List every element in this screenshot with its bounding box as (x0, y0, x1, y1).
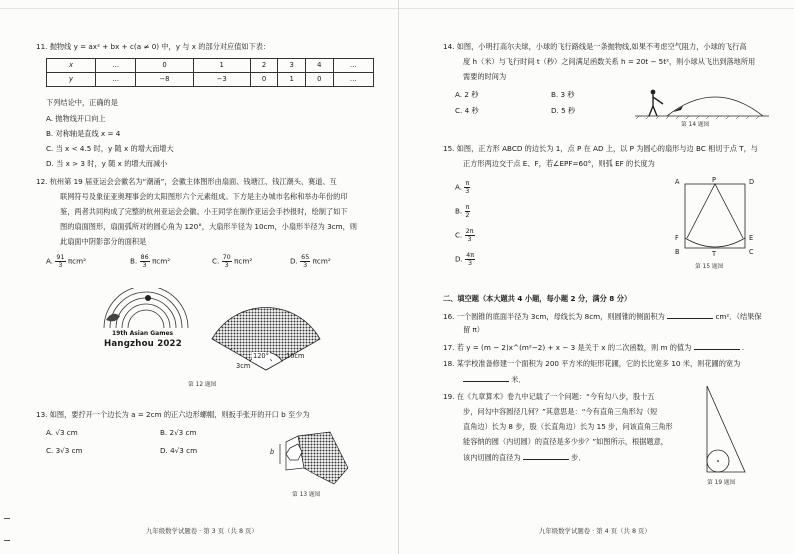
q19-line-5 (463, 452, 586, 463)
q19-line-2: 步，问勾中容圆径几何？”其意思是：“今有直角三角形勾（短 (463, 407, 658, 416)
q18-tail: 米． (511, 375, 526, 384)
table-cell: 2 (250, 59, 278, 73)
page-4-footer: 九年级数学试题卷 · 第 4 页（共 8 页） (539, 527, 651, 536)
label-D: D (749, 178, 755, 186)
label-T: T (712, 250, 717, 258)
fraction (55, 254, 65, 269)
numerator: 86 (140, 253, 149, 261)
label-E: E (749, 234, 754, 242)
margin-tick (4, 540, 10, 541)
q19-stem-end: 该内切圆的直径为 (463, 453, 521, 462)
fan-radius-small: 3cm (236, 362, 251, 370)
q11-prompt: 下列结论中，正确的是 (46, 98, 118, 107)
table-cell: 3 (278, 59, 306, 73)
fan-figure (206, 284, 326, 376)
q12-line-2: 联网符号及象征亚奥理事会的太阳图形六个元素组成。下方是主办城市名称和举办年份的印 (60, 192, 348, 201)
q15-caption: 第 15 题图 (695, 264, 724, 270)
label-C: C (749, 248, 754, 256)
table-cell: −3 (193, 73, 250, 87)
q14-option-d: D. 5 秒 (551, 106, 576, 115)
q19-line-3: 直角边）长为 8 步，股（长直角边）长为 15 步，问该直角三角形 (463, 422, 673, 431)
table-cell: x (47, 59, 96, 73)
denominator: 2 (465, 211, 470, 220)
fan-radius-big: 10cm (286, 352, 305, 360)
table-cell: … (333, 59, 373, 73)
option-label: B. (130, 256, 138, 266)
table-cell: 0 (305, 73, 333, 87)
unit: πcm² (234, 256, 253, 266)
q15-option-b (455, 204, 470, 219)
q19-caption: 第 19 题图 (707, 480, 736, 486)
q14-option-a: A. 2 秒 (455, 90, 479, 99)
q12-line-3: 鉴，两者共同构成了完整的杭州亚运会会徽。小王同学在制作亚运会手抄报时，绘制了如下 (60, 207, 348, 216)
right-triangle-figure (703, 382, 749, 476)
unit: πcm² (312, 256, 331, 266)
option-label: C. (212, 256, 220, 266)
q14-option-c: C. 4 秒 (455, 106, 479, 115)
denominator: 3 (224, 261, 229, 270)
q11-stem: 11. 抛物线 y = ax² + bx + c(a ≠ 0) 中，y 与 x 的部分对应值如下表： (36, 42, 271, 51)
numerator: π (465, 203, 470, 211)
q13-option-b: B. 2√3 cm (160, 428, 197, 437)
label-P: P (712, 176, 716, 184)
table-cell: 1 (193, 59, 250, 73)
q12-line-5: 此扇面中阴影部分的面积是 (60, 237, 147, 246)
table-cell: 1 (278, 73, 306, 87)
fraction (465, 252, 475, 267)
q15-option-d (455, 252, 475, 267)
page-3-footer: 九年级数学试题卷 · 第 3 页（共 8 页） (146, 527, 258, 536)
option-label: C. (455, 230, 463, 240)
table-cell: … (96, 73, 136, 87)
q15-line-1: 15. 如图，正方形 ABCD 的边长为 1，点 P 在 AD 上，以 P 为圆心的扇形与边 BC 相切于点 T，与 (443, 144, 758, 153)
denominator: 3 (467, 235, 472, 244)
q15-option-c (455, 228, 475, 243)
table-cell: 4 (305, 59, 333, 73)
q17-stem: 17. 若 y = (m − 2)x^(m²−2) + x − 3 是关于 x 的二次函数，则 m 的值为 (443, 343, 692, 352)
numerator: π (465, 179, 470, 187)
q13-stem: 13. 如图，要拧开一个边长为 a = 2cm 的正六边形螺帽，则扳手张开的开口 b 至少为 (36, 410, 310, 419)
q12-caption: 第 12 题图 (188, 382, 217, 388)
q14-line-3: 需要的时间为 (463, 72, 507, 81)
label-B: B (675, 248, 680, 256)
q19-line-4: 能容纳的圆（内切圆）的直径是多少步？”如图所示，根据题意， (463, 437, 668, 446)
golf-figure (635, 84, 769, 120)
wrench-figure (268, 428, 354, 488)
section-2-heading: 二、填空题（本大题共 4 小题，每小题 2 分，满分 8 分） (443, 294, 632, 303)
numerator: 65 (301, 253, 310, 261)
q12-option-d (290, 254, 331, 269)
denominator: 3 (465, 187, 470, 196)
q12-option-c (212, 254, 252, 269)
option-label: A. (46, 256, 54, 266)
numerator: 70 (222, 253, 231, 261)
denominator: 3 (468, 259, 473, 268)
margin-tick (4, 518, 10, 519)
answer-blank[interactable] (523, 452, 569, 460)
label-F: F (675, 234, 679, 242)
q12-option-a (46, 254, 86, 269)
unit: πcm² (151, 256, 171, 266)
denominator: 3 (303, 261, 308, 270)
q19-line-1: 19. 在《九章算术》卷九中记载了一个问题：“今有勾八步，股十五 (443, 392, 655, 401)
table-cell: … (333, 73, 373, 87)
q16-tail: cm²．（结果保 (715, 312, 762, 321)
fan-angle-label: 120° (253, 352, 269, 360)
q11-value-table (46, 58, 374, 87)
q11-option-a: A. 抛物线开口向上 (46, 114, 106, 123)
table-cell: … (96, 59, 136, 73)
numerator: 2π (465, 227, 474, 235)
q17-text (443, 342, 744, 353)
table-cell: y (47, 73, 96, 87)
fraction (465, 204, 471, 219)
option-label: B. (455, 206, 463, 216)
table-cell: 0 (250, 73, 278, 87)
answer-blank[interactable] (667, 311, 713, 319)
q13-option-a: A. √3 cm (46, 428, 78, 437)
label-A: A (675, 178, 680, 186)
q15-option-a (455, 180, 470, 195)
table-row (47, 59, 374, 73)
q14-caption: 第 14 题图 (681, 122, 710, 128)
q11-option-b: B. 对称轴是直线 x = 4 (46, 129, 121, 138)
q15-line-2: 正方形两边交于点 E、F，若∠EPF=60°，则弧 EF 的长度为 (463, 159, 655, 168)
denominator: 3 (142, 261, 147, 270)
option-label: A. (455, 182, 463, 192)
table-row (47, 73, 374, 87)
q17-tail: . (741, 343, 745, 352)
q18-answer (463, 374, 526, 385)
q16-tail-2: 留 π） (463, 325, 484, 334)
q13-option-d: D. 4√3 cm (160, 446, 198, 455)
fraction (222, 254, 232, 269)
page-4 (398, 0, 794, 554)
q16-text (443, 311, 762, 322)
q12-line-4: 图的扇面图形，扇面弧所对的圆心角为 120°，大扇形半径为 10cm，小扇形半径为 3cm，则 (60, 222, 357, 231)
q13-caption: 第 13 题图 (292, 492, 321, 498)
answer-blank[interactable] (694, 342, 740, 350)
q14-line-1: 14. 如图，小明打高尔夫球，小球的飞行路线是一条抛物线,如果不考虑空气阻力，小球的飞行高 (443, 42, 747, 51)
q11-option-c: C. 当 x < 4.5 时，y 随 x 的增大而增大 (46, 144, 174, 153)
q19-tail: 步． (571, 453, 586, 462)
table-cell: 0 (136, 59, 193, 73)
wrench-label-b: b (270, 448, 275, 456)
logo-line-1: 19th Asian Games (112, 330, 174, 337)
q14-option-b: B. 3 秒 (551, 90, 575, 99)
q18-text: 18. 某学校准备修建一个面积为 200 平方米的矩形花圃，它的长比宽多 10 米，则花圃的宽为 (443, 359, 741, 368)
fraction (300, 254, 310, 269)
fraction (140, 254, 150, 269)
option-label: D. (290, 256, 298, 266)
fraction (465, 228, 475, 243)
logo-line-2: Hangzhou 2022 (104, 339, 182, 349)
q11-option-d: D. 当 x > 3 时，y 随 x 的增大而减小 (46, 159, 168, 168)
denominator: 3 (58, 261, 63, 270)
unit: πcm² (67, 256, 86, 266)
table-cell: −8 (136, 73, 193, 87)
q12-option-b (130, 254, 170, 269)
q13-option-c: C. 3√3 cm (46, 446, 83, 455)
numerator: 91 (56, 253, 65, 261)
fraction (464, 180, 470, 195)
numerator: 4π (466, 251, 475, 259)
q12-line-1: 12. 杭州第 19 届亚运会会徽名为“潮涌”，会徽主体图形由扇面、钱塘江、钱江潮头、赛道、互 (36, 177, 337, 186)
answer-blank[interactable] (463, 374, 509, 382)
option-label: D. (455, 254, 463, 264)
square-figure (681, 180, 749, 254)
q14-line-2: 度 h（米）与飞行时间 t（秒）之间满足函数关系 h = 20t − 5t²，则小球从飞出到落地所用 (463, 57, 756, 66)
q16-stem: 16. 一个圆锥的底面半径为 3cm，母线长为 8cm，则圆锥的侧面积为 (443, 312, 665, 321)
